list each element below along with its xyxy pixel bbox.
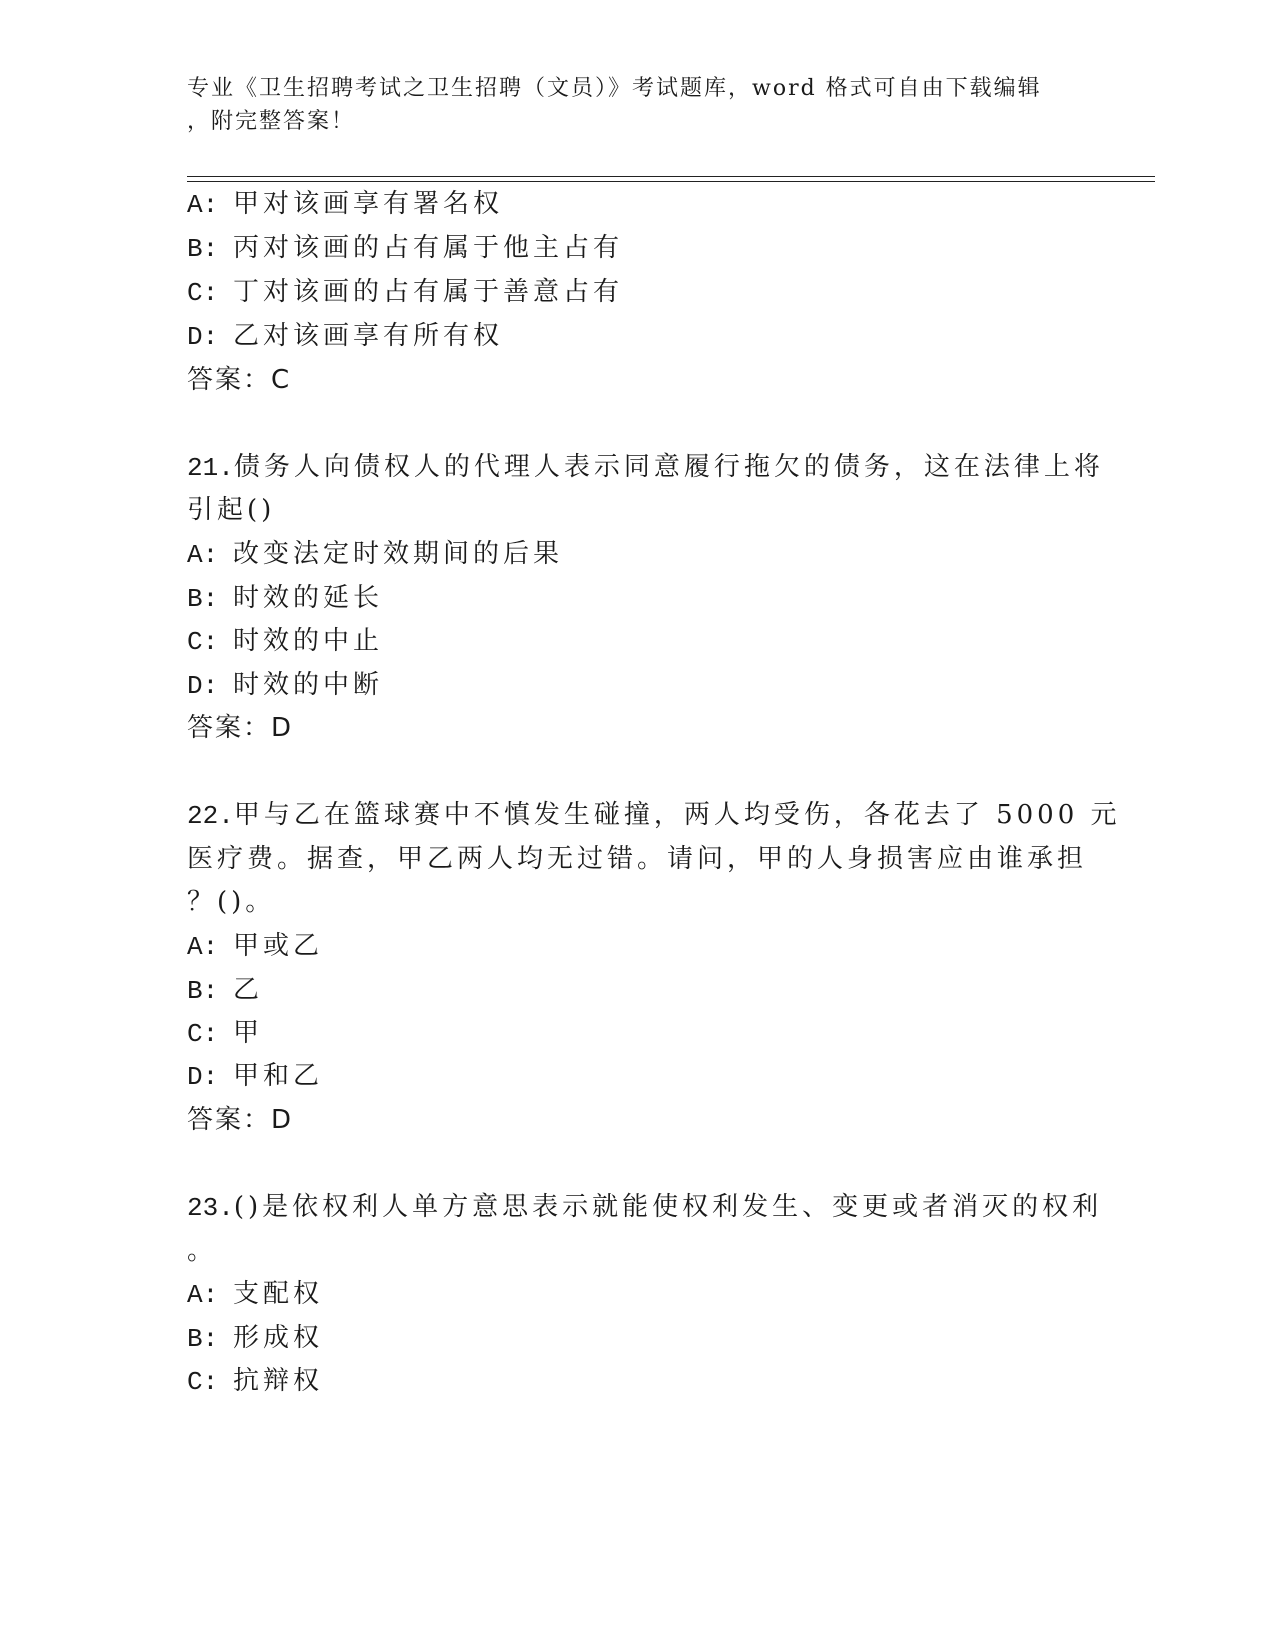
option-key: C: bbox=[187, 1019, 219, 1049]
option-text: 时效的中止 bbox=[233, 626, 384, 656]
question-number: 23. bbox=[187, 1193, 234, 1223]
option-text: 甲或乙 bbox=[233, 931, 324, 961]
option-key: A: bbox=[187, 932, 219, 962]
option-d bbox=[187, 667, 383, 704]
question-21-line-1 bbox=[187, 449, 1104, 486]
option-key: A: bbox=[187, 1280, 219, 1310]
option-key: B: bbox=[187, 584, 219, 614]
answer-line: 答案：D bbox=[187, 713, 294, 743]
question-number: 22. bbox=[187, 801, 234, 831]
header-rule-top bbox=[187, 176, 1155, 177]
question-22-line-2: 医疗费。据查，甲乙两人均无过错。请问，甲的人身损害应由谁承担 bbox=[187, 844, 1088, 874]
option-c bbox=[187, 623, 383, 660]
question-number: 21. bbox=[187, 453, 234, 483]
option-key: C: bbox=[187, 1367, 219, 1397]
option-c bbox=[187, 1363, 323, 1400]
question-23-line-1 bbox=[187, 1189, 1102, 1226]
question-23-line-2: 。 bbox=[187, 1236, 218, 1266]
option-text: 支配权 bbox=[233, 1279, 324, 1309]
option-key: A: bbox=[187, 540, 219, 570]
option-key: B: bbox=[187, 976, 219, 1006]
option-b bbox=[187, 580, 383, 617]
option-text: 乙对该画享有所有权 bbox=[233, 321, 504, 351]
option-text: 乙 bbox=[233, 975, 264, 1005]
option-text: 形成权 bbox=[233, 1323, 324, 1353]
question-21-line-2: 引起() bbox=[187, 495, 276, 525]
answer-line: 答案：D bbox=[187, 1105, 294, 1135]
option-text: 抗辩权 bbox=[233, 1366, 324, 1396]
option-text: 时效的中断 bbox=[233, 670, 384, 700]
option-a bbox=[187, 928, 323, 965]
question-text: 甲与乙在篮球赛中不慎发生碰撞，两人均受伤，各花去了 5000 元 bbox=[233, 800, 1121, 830]
option-a bbox=[187, 536, 563, 573]
option-text: 丁对该画的占有属于善意占有 bbox=[233, 277, 624, 307]
option-key: B: bbox=[187, 234, 219, 264]
option-c bbox=[187, 274, 623, 311]
header-rule-bottom bbox=[187, 181, 1155, 182]
option-key: B: bbox=[187, 1324, 219, 1354]
question-22-line-1 bbox=[187, 797, 1121, 834]
option-text: 甲和乙 bbox=[233, 1061, 324, 1091]
option-c bbox=[187, 1015, 263, 1052]
option-key: D: bbox=[187, 322, 219, 352]
option-d bbox=[187, 1058, 323, 1095]
document-header bbox=[187, 72, 1067, 138]
option-d bbox=[187, 318, 503, 355]
option-text: 改变法定时效期间的后果 bbox=[233, 539, 564, 569]
option-b bbox=[187, 972, 263, 1009]
option-key: C: bbox=[187, 627, 219, 657]
question-text: 债务人向债权人的代理人表示同意履行拖欠的债务，这在法律上将 bbox=[233, 452, 1104, 482]
option-text: 时效的延长 bbox=[233, 583, 384, 613]
option-a bbox=[187, 186, 503, 223]
header-line-1: 专业《卫生招聘考试之卫生招聘（文员）》考试题库，word 格式可自由下载编辑 bbox=[187, 76, 1042, 101]
option-b bbox=[187, 1320, 323, 1357]
question-22-line-3: ？()。 bbox=[187, 887, 276, 917]
question-text: ()是依权利人单方意思表示就能使权利发生、变更或者消灭的权利 bbox=[233, 1192, 1103, 1222]
option-text: 甲 bbox=[233, 1018, 264, 1048]
option-key: A: bbox=[187, 190, 219, 220]
header-line-2: ，附完整答案！ bbox=[187, 109, 356, 134]
option-text: 甲对该画享有署名权 bbox=[233, 189, 504, 219]
option-b bbox=[187, 230, 623, 267]
option-text: 丙对该画的占有属于他主占有 bbox=[233, 233, 624, 263]
option-a bbox=[187, 1276, 323, 1313]
option-key: C: bbox=[187, 278, 219, 308]
answer-line: 答案：C bbox=[187, 365, 292, 395]
option-key: D: bbox=[187, 671, 219, 701]
option-key: D: bbox=[187, 1062, 219, 1092]
